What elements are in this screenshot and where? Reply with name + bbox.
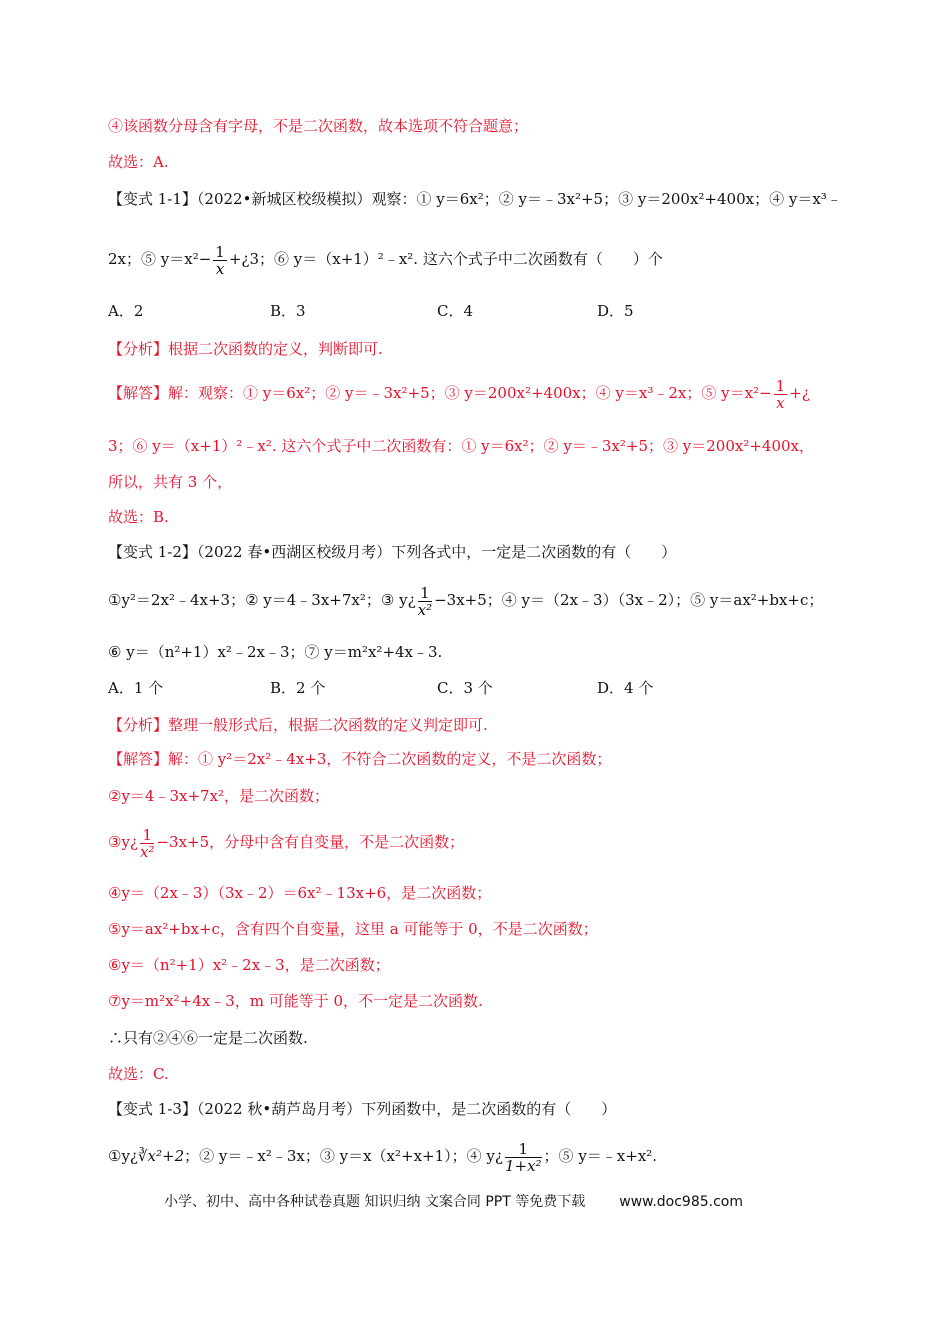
question-1-3-items [108, 1136, 657, 1176]
question-1-3: 【变式 1-3】（2022 秋•葫芦岛月考）下列函数中，是二次函数的有（ ） [108, 1100, 617, 1118]
footer [164, 1191, 743, 1211]
numerator: 1 [140, 827, 154, 844]
answer-choice: 故选：A. [108, 153, 169, 171]
option-b: B．2 个 [270, 679, 326, 697]
denominator: x² [417, 600, 433, 619]
numerator: 1 [505, 1141, 542, 1158]
solution-cont: ⑤y＝ax²+bx+c，含有四个自变量，这里 a 可能等于 0，不是二次函数； [108, 920, 598, 938]
text: −3x+5；④ y＝（2x﹣3）（3x﹣2）；⑤ y＝ax²+bx+c； [434, 591, 824, 609]
fraction [774, 378, 788, 411]
solution: 【解答】解：① y²＝2x²﹣4x+3，不符合二次函数的定义，不是二次函数； [108, 750, 612, 768]
answer-choice: 故选：B. [108, 508, 169, 526]
numerator: 1 [418, 585, 432, 602]
question-1-2-items [108, 580, 823, 620]
denominator: x [776, 393, 785, 412]
option-c: C．3 个 [437, 679, 493, 697]
option-c: C．4 [437, 302, 474, 320]
text: ；② y＝﹣x²﹣3x；③ y＝x（x²+x+1）；④ y¿ [184, 1147, 503, 1165]
analysis: 【分析】整理一般形式后，根据二次函数的定义判定即可. [108, 716, 488, 734]
numerator: 1 [215, 242, 225, 261]
numerator: 1 [775, 376, 786, 395]
question-1-2: 【变式 1-2】（2022 春•西湖区校级月考）下列各式中，一定是二次函数的有（ ） [108, 543, 677, 561]
fraction [213, 244, 227, 277]
footer-text: 小学、初中、高中各种试卷真题 知识归纳 文案合同 PPT 等免费下载 [164, 1194, 586, 1210]
answer-line: ④该函数分母含有字母，不是二次函数，故本选项不符合题意； [108, 117, 529, 135]
text: −3x+5，分母中含有自变量，不是二次函数； [156, 833, 465, 851]
footer-url[interactable]: www.doc985.com [619, 1194, 743, 1210]
fraction [140, 827, 154, 860]
text: 【解答】解：观察：① y＝6x²；② y＝﹣3x²+5；③ y＝200x²+400x；④ y＝x³﹣2x；⑤ y＝x²− [108, 384, 772, 402]
solution-cont: ⑥y＝（n²+1）x²﹣2x﹣3，是二次函数； [108, 956, 390, 974]
text: ①y¿ [108, 1147, 138, 1165]
text: +¿ [789, 384, 810, 402]
fraction [505, 1141, 542, 1174]
analysis: 【分析】根据二次函数的定义，判断即可. [108, 340, 383, 358]
denominator: 1+x² [504, 1156, 542, 1175]
text: +¿3；⑥ y＝（x+1）²﹣x². 这六个式子中二次函数有（ ）个 [228, 250, 663, 268]
solution-cont: ⑦y＝m²x²+4x﹣3，m 可能等于 0，不一定是二次函数. [108, 992, 483, 1010]
option-a: A．1 个 [108, 679, 164, 697]
fraction [418, 585, 432, 618]
cube-root: ∛x²+2 [137, 1147, 185, 1165]
denominator: x [215, 259, 225, 278]
solution [108, 375, 810, 411]
denominator: x² [139, 842, 155, 861]
conclusion: ∴只有②④⑥一定是二次函数. [108, 1029, 308, 1047]
text: ①y²＝2x²﹣4x+3；② y＝4﹣3x+7x²；③ y¿ [108, 591, 416, 609]
question-1-1: 【变式 1-1】（2022•新城区校级模拟）观察：① y＝6x²；② y＝﹣3x²+5；③ y＝200x²+400x；④ y＝x³﹣ [108, 190, 842, 208]
answer-choice: 故选：C. [108, 1065, 169, 1083]
solution-cont: 所以，共有 3 个， [108, 473, 233, 491]
option-d: D．4 个 [597, 679, 654, 697]
solution-cont: ②y＝4﹣3x+7x²，是二次函数； [108, 787, 330, 805]
question-1-1-cont [108, 241, 663, 277]
solution-cont: ④y＝（2x﹣3）（3x﹣2）＝6x²﹣13x+6，是二次函数； [108, 884, 492, 902]
option-d: D．5 [597, 302, 634, 320]
question-1-2-items-cont: ⑥ y＝（n²+1）x²﹣2x﹣3；⑦ y＝m²x²+4x﹣3. [108, 643, 443, 661]
option-b: B．3 [270, 302, 306, 320]
text: ③y¿ [108, 833, 138, 851]
text: ；⑤ y＝﹣x+x². [543, 1147, 658, 1165]
solution-cont [108, 822, 464, 862]
text: 2x；⑤ y＝x²− [108, 250, 212, 268]
solution-cont: 3；⑥ y＝（x+1）²﹣x². 这六个式子中二次函数有：① y＝6x²；② y＝﹣3x²+5；③ y＝200x²+400x， [108, 437, 815, 455]
option-a: A．2 [108, 302, 144, 320]
